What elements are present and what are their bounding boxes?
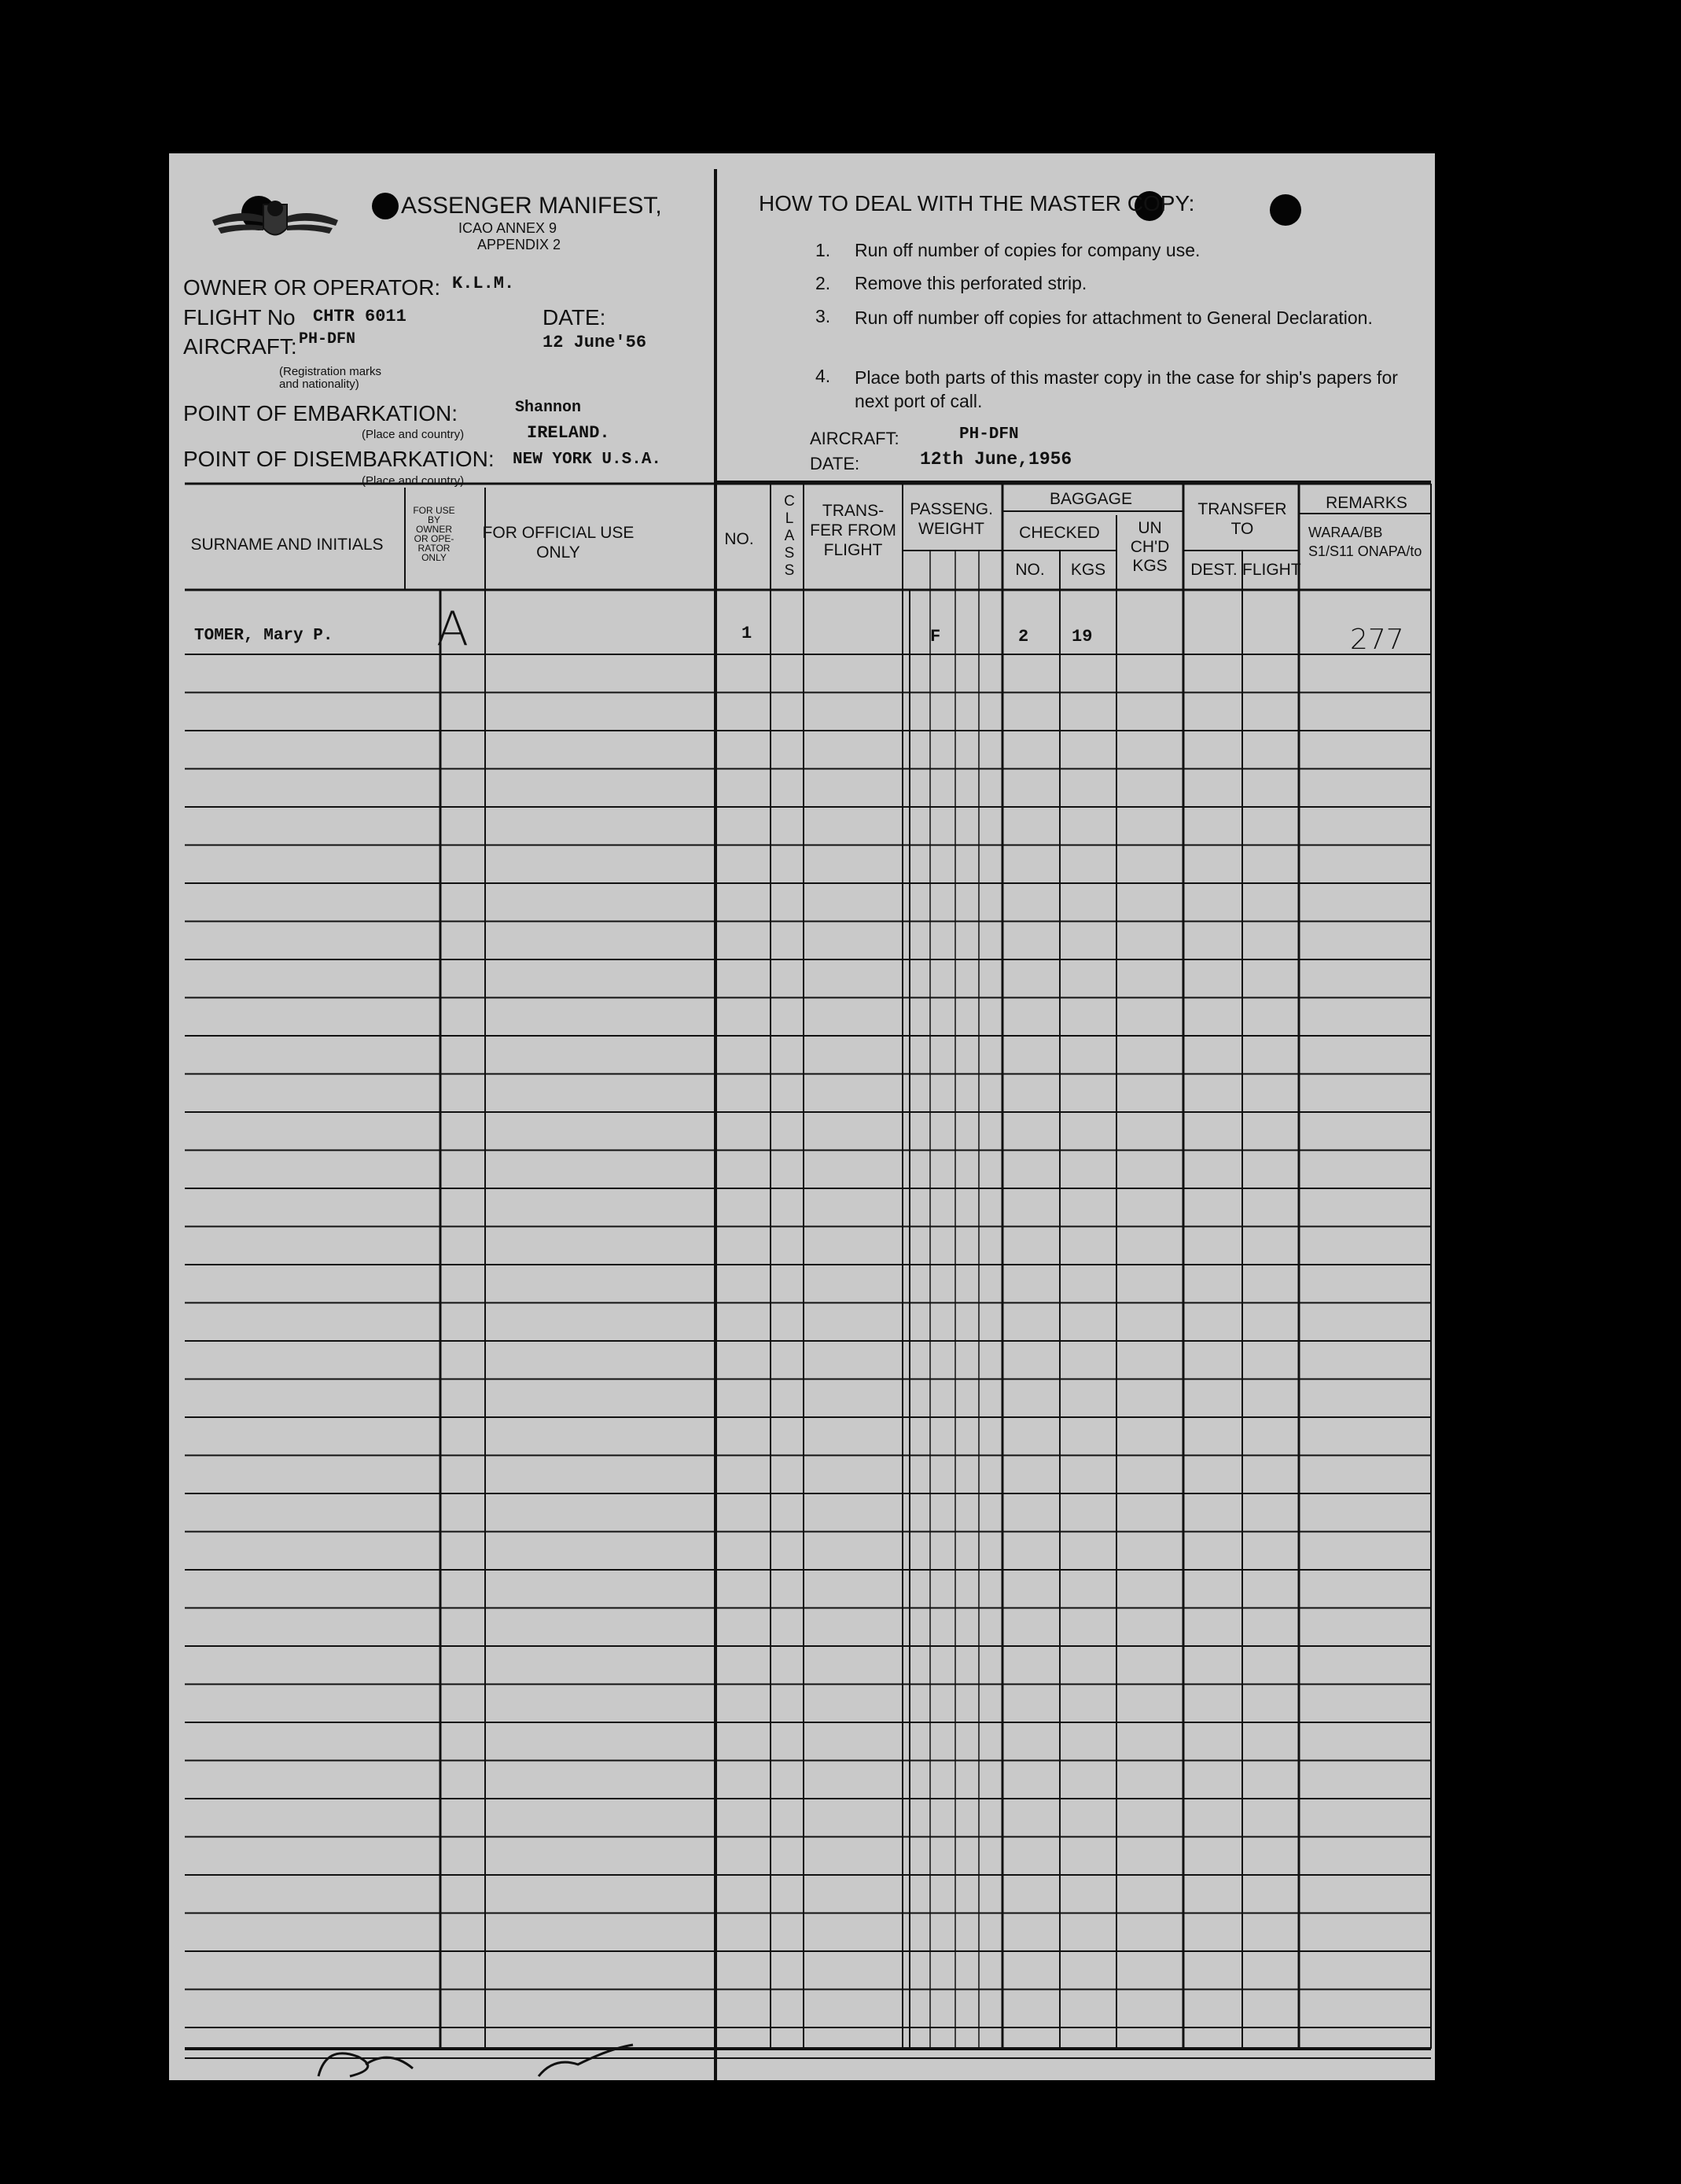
col-dest: DEST.	[1190, 561, 1238, 579]
col-surname: SURNAME AND INITIALS	[190, 536, 384, 554]
date-value: 12 June'56	[543, 333, 647, 352]
place-note: (Place and country)	[362, 428, 465, 441]
col-remarks-note: WARAA/BB S1/S11 ONAPA/to	[1308, 525, 1422, 559]
owner-value: K.L.M.	[452, 274, 515, 293]
baggage-no: 2	[1018, 627, 1029, 646]
col-transfer-to: TRANSFER TO	[1197, 500, 1287, 538]
instruction-number: 4.	[815, 366, 831, 386]
col-transfer-from: TRANS-FER FROM FLIGHT	[810, 502, 896, 559]
col-bag-no: NO.	[1015, 561, 1045, 579]
copy-date-label: DATE:	[810, 454, 860, 473]
col-bag-kgs: KGS	[1070, 561, 1106, 579]
signature-icon	[295, 2041, 672, 2080]
passenger-surname: TOMER, Mary P.	[194, 627, 333, 645]
passenger-no: 1	[741, 624, 752, 643]
aircraft-label: AIRCRAFT:	[183, 334, 297, 359]
manifest-grid	[169, 153, 1435, 2080]
place-note-2: (Place and country)	[362, 474, 465, 488]
col-remarks: REMARKS	[1326, 494, 1407, 512]
copy-aircraft-value: PH-DFN	[959, 425, 1019, 444]
disembarkation-label: POINT OF DISEMBARKATION:	[183, 447, 495, 471]
owner-label: OWNER OR OPERATOR:	[183, 275, 441, 300]
col-baggage: BAGGAGE	[1049, 490, 1133, 508]
embarkation-label: POINT OF EMBARKATION:	[183, 401, 458, 425]
copy-aircraft-label: AIRCRAFT:	[810, 429, 899, 448]
col-checked: CHECKED	[1019, 524, 1100, 542]
remarks-value: 277	[1350, 624, 1404, 656]
date-label: DATE:	[543, 305, 606, 330]
aircraft-value: PH-DFN	[299, 330, 356, 348]
instruction-number: 3.	[815, 306, 831, 326]
registration-note: (Registration marks and nationality)	[279, 365, 382, 391]
col-official-use: FOR OFFICIAL USE ONLY	[482, 524, 635, 562]
manifest-sheet	[169, 153, 1435, 2080]
flight-label: FLIGHT No	[183, 305, 296, 330]
owner-mark: A	[436, 602, 469, 657]
col-unchecked-kgs: UN CH'D KGS	[1130, 519, 1170, 575]
disembarkation-value: NEW YORK U.S.A.	[513, 451, 662, 469]
instructions-title: HOW TO DEAL WITH THE MASTER COPY:	[759, 191, 1195, 215]
col-no: NO.	[724, 530, 754, 548]
instruction-text: Place both parts of this master copy in the case for ship's papers for next port of call.	[855, 367, 1398, 411]
instruction-text: Run off number off copies for attachment to General Declaration.	[855, 308, 1373, 328]
manifest-title: ASSENGER MANIFEST,	[401, 193, 662, 219]
instruction-text: Run off number of copies for company use.	[855, 240, 1201, 260]
embarkation-country: IRELAND.	[527, 423, 610, 443]
instruction-number: 1.	[815, 240, 831, 260]
instruction-text: Remove this perforated strip.	[855, 273, 1087, 293]
instruction-number: 2.	[815, 273, 831, 293]
embarkation-value: Shannon	[515, 399, 582, 417]
col-owner-use: FOR USE BY OWNER OR OPE-RATOR ONLY	[413, 505, 455, 563]
baggage-kgs: 19	[1072, 627, 1093, 646]
annex-label: ICAO ANNEX 9	[458, 220, 557, 236]
appendix-label: APPENDIX 2	[477, 237, 561, 252]
copy-date-value: 12th June,1956	[920, 449, 1072, 470]
flight-value: CHTR 6011	[313, 307, 406, 326]
col-class: C L A S S	[784, 493, 795, 579]
passenger-weight: F	[930, 627, 941, 646]
col-passenger-weight: PASSENG. WEIGHT	[910, 500, 993, 538]
col-flight: FLIGHT	[1242, 561, 1301, 579]
